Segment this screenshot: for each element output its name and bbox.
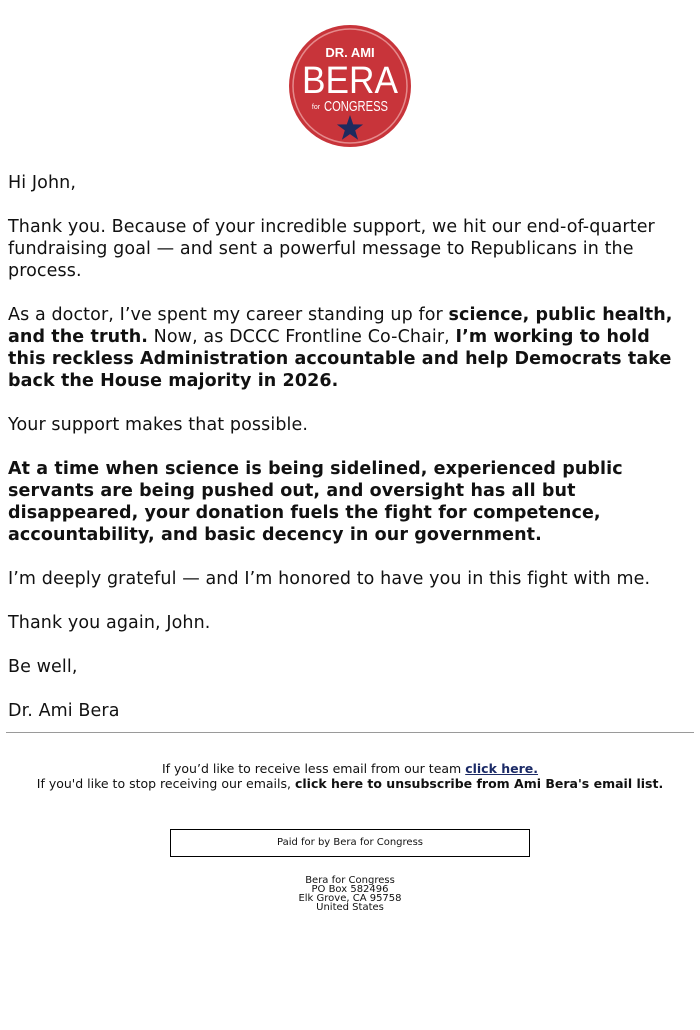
paragraph-be-well: Be well, bbox=[8, 657, 78, 677]
address-org: Bera for Congress bbox=[305, 875, 395, 886]
unsubscribe-line bbox=[0, 776, 700, 791]
paragraph-thanks-again: Thank you again, John. bbox=[8, 613, 211, 633]
paragraph-doctor bbox=[8, 304, 692, 392]
email-body bbox=[8, 172, 692, 744]
p2-text-a: As a doctor, I’ve spent my career standing up for bbox=[8, 305, 449, 325]
paragraph-support: Your support makes that possible. bbox=[8, 415, 309, 435]
less-email-line bbox=[0, 761, 700, 776]
divider bbox=[6, 732, 694, 733]
greeting: Hi John, bbox=[8, 173, 76, 193]
p2-bold-b: science, public health, and the truth. bbox=[8, 305, 673, 347]
address-box: PO Box 582496 bbox=[311, 884, 389, 895]
paragraph-science bbox=[8, 458, 692, 546]
footer-email-preferences bbox=[0, 761, 700, 791]
campaign-logo bbox=[288, 24, 412, 148]
paragraph-grateful: I’m deeply grateful — and I’m honored to have you in this fight with me. bbox=[8, 569, 651, 589]
logo-line2: BERA bbox=[302, 60, 399, 102]
paid-for-disclaimer: Paid for by Bera for Congress bbox=[170, 829, 530, 857]
address-country: United States bbox=[316, 902, 384, 913]
less-email-text: If you’d like to receive less email from our team bbox=[161, 761, 466, 776]
p2-bold-d: I’m working to hold this reckless Administration accountable and help Democrats take back the House majority in 2026. bbox=[8, 327, 672, 391]
logo-badge bbox=[288, 24, 412, 148]
less-email-link[interactable]: click here. bbox=[465, 761, 539, 776]
p2-text-c: Now, as DCCC Frontline Co-Chair, bbox=[148, 327, 456, 347]
stop-emails-text: If you'd like to stop receiving our emails, bbox=[36, 776, 295, 791]
paragraph-thanks: Thank you. Because of your incredible support, we hit our end-of-quarter fundraising goal — and sent a powerful message to Republicans in the process. bbox=[8, 217, 655, 281]
logo-line3: CONGRESS bbox=[324, 98, 388, 115]
address-city: Elk Grove, CA 95758 bbox=[298, 893, 402, 904]
unsubscribe-link[interactable]: click here to unsubscribe from Ami Bera's email list. bbox=[294, 776, 664, 791]
logo-for: for bbox=[311, 104, 321, 111]
p4-bold: At a time when science is being sidelined, experienced public servants are being pushed out, and oversight has all but disappeared, your donation fuels the fight for competence, accountability, and basic decency in our government. bbox=[8, 459, 623, 545]
logo-line1: DR. AMI bbox=[325, 45, 375, 60]
signature: Dr. Ami Bera bbox=[8, 701, 120, 721]
mailing-address bbox=[0, 876, 700, 912]
